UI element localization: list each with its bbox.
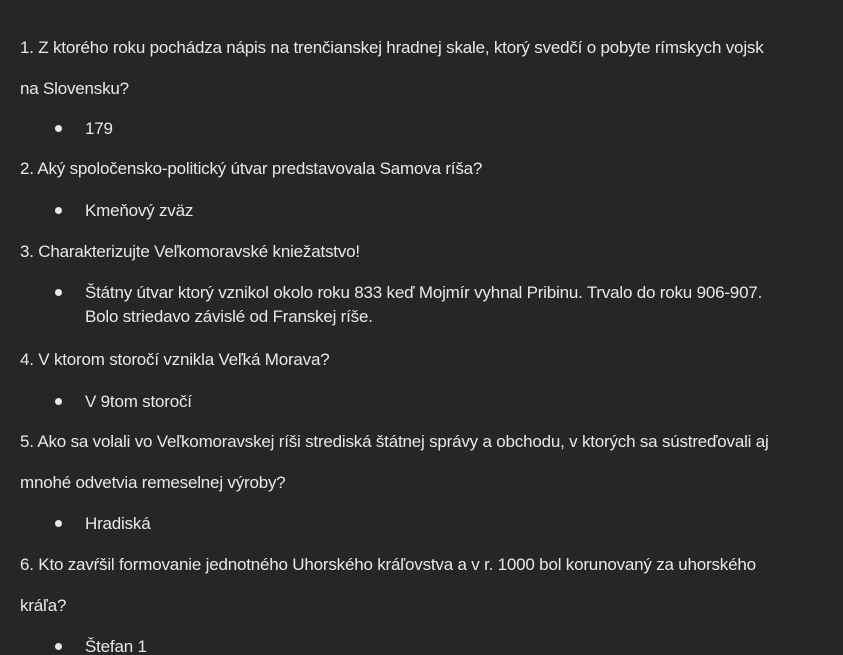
question-text: 3. Charakterizujte Veľkomoravské kniežatstvo!: [20, 242, 360, 261]
answer-text: Hradiská: [85, 514, 151, 533]
question-5: [20, 421, 769, 503]
answer-text: Štefan 1: [85, 637, 147, 655]
answer-text: Kmeňový zväz: [85, 201, 194, 220]
question-text: 1. Z ktorého roku pochádza nápis na trenčianskej hradnej skale, ktorý svedčí o pobyte rímskych vojsk: [20, 38, 764, 57]
bullet-icon: [55, 289, 62, 296]
bullet-icon: [55, 520, 62, 527]
question-text: 5. Ako sa volali vo Veľkomoravskej ríši strediská štátnej správy a obchodu, v ktorých sa sústreďovali aj: [20, 432, 769, 451]
question-text: 4. V ktorom storočí vznikla Veľká Morava?: [20, 350, 330, 369]
answer-text: [85, 281, 762, 329]
question-text: 6. Kto zavŕšil formovanie jednotného Uhorského kráľovstva a v r. 1000 bol korunovaný za uhorského: [20, 555, 756, 574]
bullet-icon: [55, 125, 62, 132]
question-4: [20, 339, 330, 380]
bullet-icon: [55, 207, 62, 214]
question-6: [20, 544, 756, 626]
question-3: [20, 231, 360, 272]
bullet-icon: [55, 398, 62, 405]
answer-line: Štátny útvar ktorý vznikol okolo roku 833 keď Mojmír vyhnal Pribinu. Trvalo do roku 906-907.: [85, 283, 763, 302]
question-text: kráľa?: [20, 596, 67, 615]
answer-text: V 9tom storočí: [85, 392, 192, 411]
bullet-icon: [55, 643, 62, 650]
question-text: na Slovensku?: [20, 79, 129, 98]
question-text: 2. Aký spoločensko-politický útvar predstavovala Samova ríša?: [20, 159, 483, 178]
question-1: [20, 27, 764, 109]
question-2: [20, 148, 482, 189]
question-text: mnohé odvetvia remeselnej výroby?: [20, 473, 286, 492]
answer-line: Bolo striedavo závislé od Franskej ríše.: [85, 307, 373, 326]
answer-text: 179: [85, 119, 113, 138]
